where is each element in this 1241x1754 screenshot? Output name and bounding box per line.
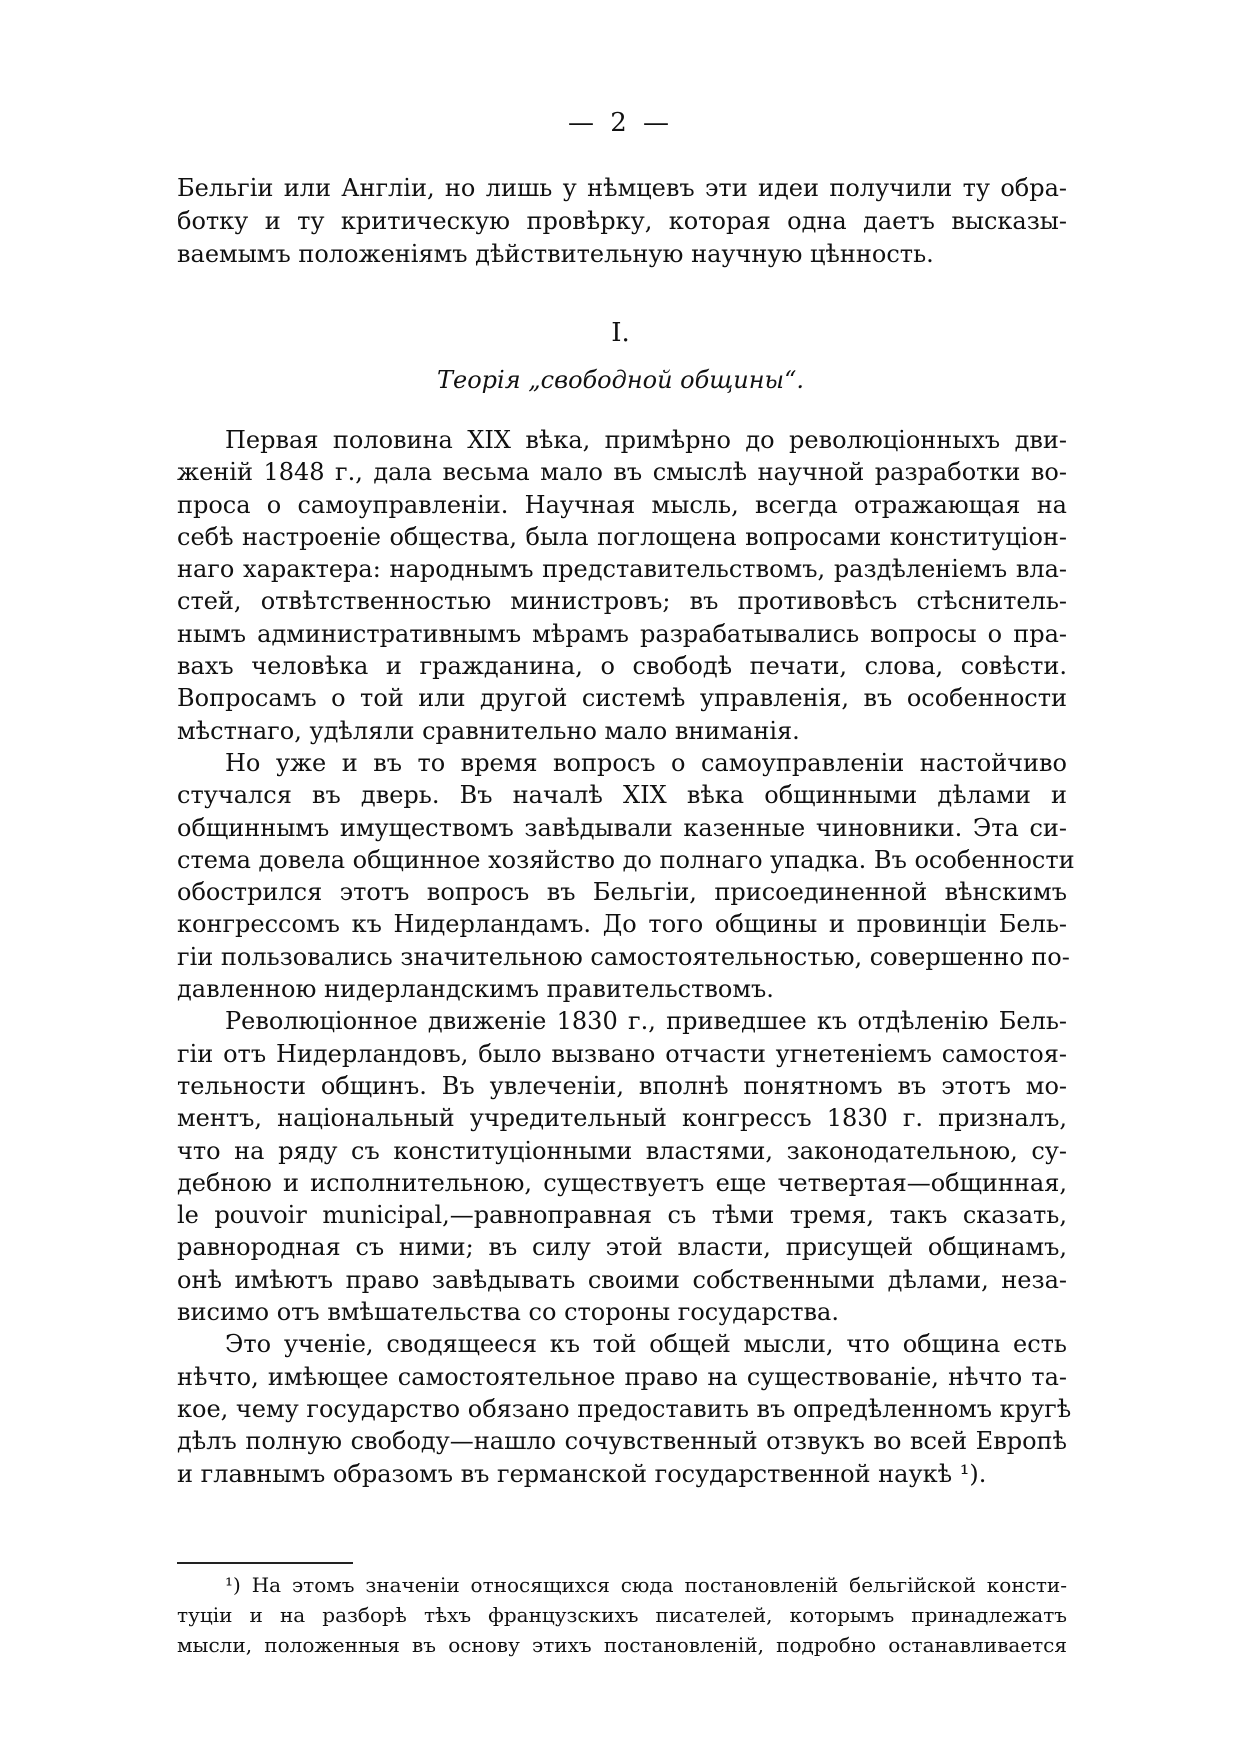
footnote-line: мысли, положенныя въ основу этихъ постановленій, подробно останавливается	[177, 1633, 1067, 1657]
text-line: равнородная съ ними; въ силу этой власти, присущей общинамъ,	[177, 1233, 1067, 1262]
text-line: общиннымъ имуществомъ завѣдывали казенные чиновники. Эта си-	[177, 813, 1067, 842]
text-line: наго характера: народнымъ представительствомъ, раздѣленіемъ вла-	[177, 555, 1067, 584]
text-line: Первая половина XIX вѣка, примѣрно до революціонныхъ дви-	[225, 426, 1067, 454]
section-number: I.	[611, 318, 630, 348]
text-line: Бельгіи или Англіи, но лишь у нѣмцевъ эти идеи получили ту обра-	[177, 174, 1067, 202]
page-number: — 2 —	[567, 108, 674, 138]
section-title: Теорія „свободной общины“.	[437, 366, 804, 394]
text-line: мѣстнаго, удѣляли сравнительно мало вниманія.	[177, 716, 800, 745]
text-line: вахъ человѣка и гражданина, о свободѣ печати, слова, совѣсти.	[177, 652, 1067, 681]
text-line: нымъ административнымъ мѣрамъ разрабатывались вопросы о пра-	[177, 619, 1067, 648]
text-line: ботку и ту критическую провѣрку, которая одна даетъ высказы-	[177, 207, 1067, 235]
intro-paragraph	[177, 172, 1067, 271]
text-line: женій 1848 г., дала весьма мало въ смыслѣ научной разработки во-	[177, 458, 1067, 487]
text-line: стема довела общинное хозяйство до полнаго упадка. Въ особенности	[177, 845, 1075, 874]
text-line: Вопросамъ о той или другой системѣ управленія, въ особенности	[177, 684, 1067, 713]
text-line: стучался въ дверь. Въ началѣ XIX вѣка общинными дѣлами и	[177, 781, 1067, 810]
text-line: стей, отвѣтственностью министровъ; въ противовѣсъ стѣснитель-	[177, 587, 1067, 616]
text-line: конгрессомъ къ Нидерландамъ. До того общины и провинціи Бель-	[177, 910, 1067, 939]
footnote-line: ¹) На этомъ значеніи относящихся сюда постановленій бельгійской консти-	[225, 1573, 1067, 1597]
text-line: гіи отъ Нидерландовъ, было вызвано отчасти угнетеніемъ самостоя-	[177, 1039, 1067, 1068]
text-line: кое, чему государство обязано предоставить въ опредѣленномъ кругѣ	[177, 1394, 1072, 1423]
text-line: висимо отъ вмѣшательства со стороны государства.	[177, 1298, 839, 1327]
text-line: обострился этотъ вопросъ въ Бельгіи, присоединенной вѣнскимъ	[177, 878, 1067, 907]
text-line: и главнымъ образомъ въ германской государственной наукѣ ¹).	[177, 1459, 987, 1488]
footnote	[177, 1570, 1067, 1660]
text-line: гіи пользовались значительною самостоятельностью, совершенно по-	[177, 942, 1070, 971]
text-line: ментъ, національный учредительный конгрессъ 1830 г. призналъ,	[177, 1104, 1067, 1133]
text-line: дебною и исполнительною, существуетъ еще четвертая—общинная,	[177, 1168, 1067, 1197]
text-line: le pouvoir municipal,—равноправная съ тѣми тремя, такъ сказать,	[177, 1201, 1067, 1230]
text-line: что на ряду съ конституціонными властями, законодательною, су-	[177, 1136, 1067, 1165]
text-line: ваемымъ положеніямъ дѣйствительную научную цѣнность.	[177, 240, 934, 268]
paragraph	[177, 424, 1067, 747]
paragraph	[177, 1005, 1067, 1328]
text-line: давленною нидерландскимъ правительствомъ.	[177, 975, 774, 1004]
text-line: нѣчто, имѣющее самостоятельное право на существованіе, нѣчто та-	[177, 1362, 1067, 1391]
text-line: онѣ имѣютъ право завѣдывать своими собственными дѣлами, неза-	[177, 1265, 1067, 1294]
footnote-line: туціи и на разборѣ тѣхъ французскихъ писателей, которымъ принадлежатъ	[177, 1603, 1067, 1627]
text-line: Это ученіе, сводящееся къ той общей мысли, что община есть	[225, 1330, 1067, 1359]
text-line: тельности общинъ. Въ увлеченіи, вполнѣ понятномъ въ этотъ мо-	[177, 1071, 1067, 1100]
text-line: себѣ настроеніе общества, была поглощена вопросами конституціон-	[177, 522, 1067, 551]
paragraph	[177, 1328, 1072, 1489]
text-line: Но уже и въ то время вопросъ о самоуправленіи настойчиво	[225, 748, 1067, 777]
text-line: проса о самоуправленіи. Научная мысль, всегда отражающая на	[177, 490, 1067, 519]
text-line: Революціонное движеніе 1830 г., приведшее къ отдѣленію Бель-	[225, 1007, 1067, 1036]
footnote-divider	[177, 1562, 353, 1564]
paragraph	[177, 747, 1075, 1005]
text-line: дѣлъ полную свободу—нашло сочувственный отзвукъ во всей Европѣ	[177, 1427, 1067, 1456]
section-body	[177, 424, 1075, 1490]
